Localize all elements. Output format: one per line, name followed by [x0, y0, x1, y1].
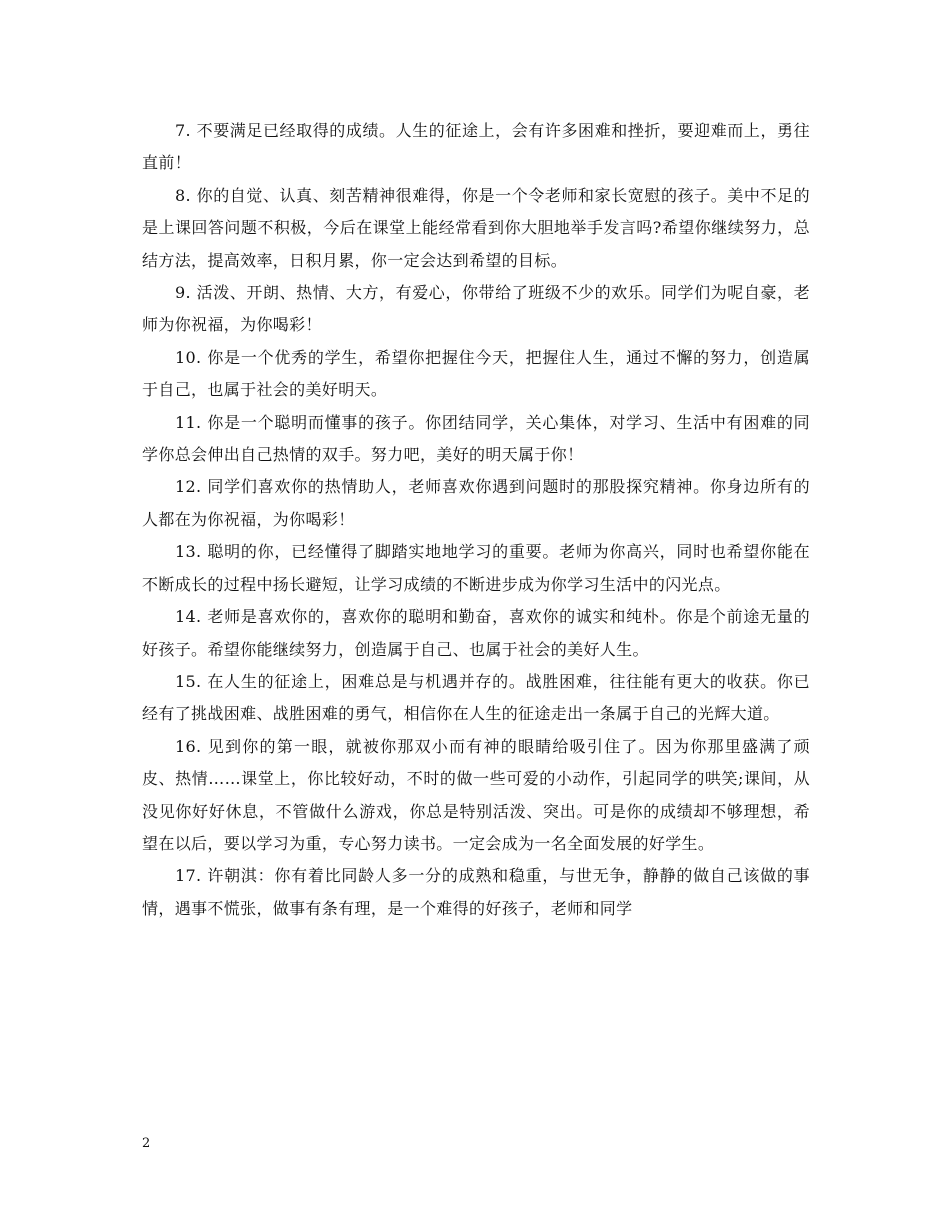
page-number: 2: [142, 1136, 151, 1151]
paragraph-17: 17. 许朝淇：你有着比同龄人多一分的成熟和稳重，与世无争，静静的做自己该做的事情，遇事不慌张，做事有条有理，是一个难得的好孩子，老师和同学: [142, 866, 810, 918]
paragraph-15: 15. 在人生的征途上，困难总是与机遇并存的。战胜困难，往往能有更大的收获。你已经有了挑战困难、战胜困难的勇气，相信你在人生的征途走出一条属于自己的光辉大道。: [142, 671, 810, 724]
paragraph-16: 16. 见到你的第一眼，就被你那双小而有神的眼睛给吸引住了。因为你那里盛满了顽皮、热情……课堂上，你比较好动，不时的做一些可爱的小动作，引起同学的哄笑;课间，从没见你好好休息，不管做什么游戏，你总是特别活泼、突出。可是你的成绩却不够理想，希望在以后，要以学习为重，专心努力读书。一定会成为一名全面发展的好学生。: [142, 736, 810, 853]
paragraph-7: 7. 不要满足已经取得的成绩。人生的征途上，会有许多困难和挫折，要迎难而上，勇往直前！: [142, 121, 810, 173]
paragraph-12: 12. 同学们喜欢你的热情助人，老师喜欢你遇到问题时的那股探究精神。你身边所有的人都在为你祝福，为你喝彩！: [142, 477, 810, 529]
paragraph-8: 8. 你的自觉、认真、刻苦精神很难得，你是一个令老师和家长宽慰的孩子。美中不足的是上课回答问题不积极，今后在课堂上能经常看到你大胆地举手发言吗?希望你继续努力，总结方法，提高效率，日积月累，你一定会达到希望的目标。: [142, 185, 810, 270]
paragraph-14: 14. 老师是喜欢你的，喜欢你的聪明和勤奋，喜欢你的诚实和纯朴。你是个前途无量的好孩子。希望你能继续努力，创造属于自己、也属于社会的美好人生。: [142, 607, 810, 659]
page-body: [142, 115, 810, 925]
paragraph-10: 10. 你是一个优秀的学生，希望你把握住今天，把握住人生，通过不懈的努力，创造属于自己，也属于社会的美好明天。: [142, 347, 810, 400]
paragraph-13: 13. 聪明的你，已经懂得了脚踏实地地学习的重要。老师为你高兴，同时也希望你能在不断成长的过程中扬长避短，让学习成绩的不断进步成为你学习生活中的闪光点。: [142, 542, 810, 594]
paragraph-9: 9. 活泼、开朗、热情、大方，有爱心，你带给了班级不少的欢乐。同学们为呢自豪，老师为你祝福，为你喝彩！: [142, 283, 810, 335]
paragraph-11: 11. 你是一个聪明而懂事的孩子。你团结同学，关心集体，对学习、生活中有困难的同学你总会伸出自己热情的双手。努力吧，美好的明天属于你！: [142, 412, 810, 465]
